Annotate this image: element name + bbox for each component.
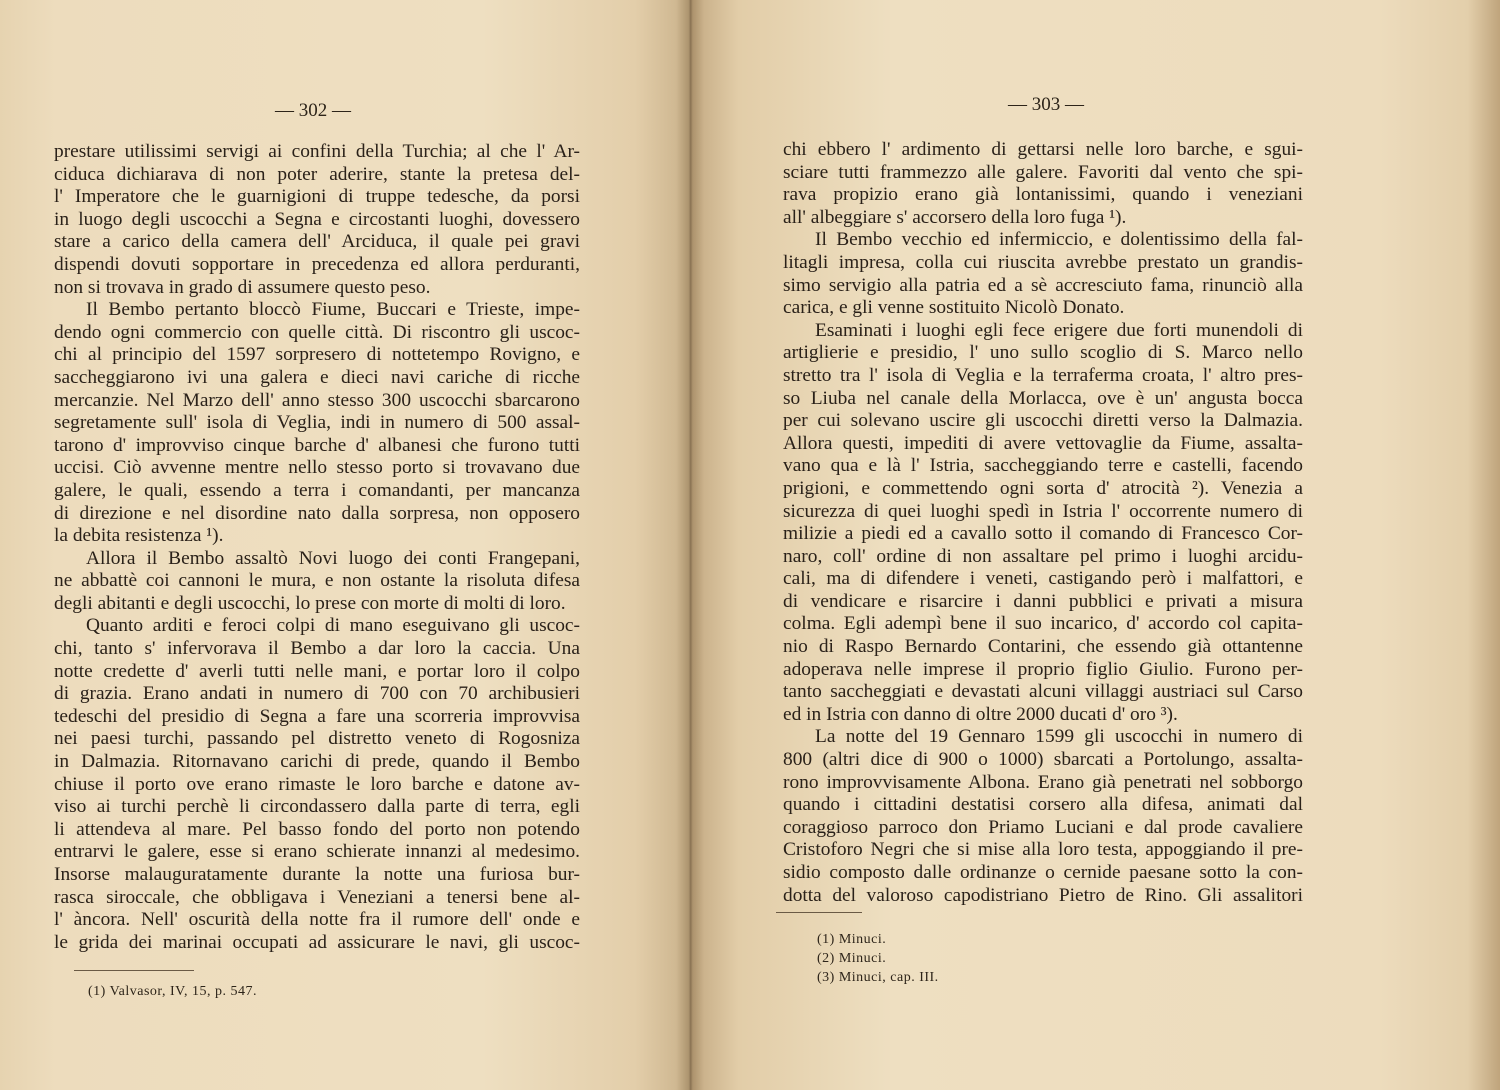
text-line: rasca siroccale, che obbligava i Veneziani a tenersi bene al- [54,886,580,908]
footnote: (2) Minuci. [817,951,887,966]
footnote: (1) Valvasor, IV, 15, p. 547. [88,984,257,999]
text-line: sicurezza di quei luoghi spedì in Istria l' occorrente numero di [783,500,1303,522]
page-number: — 303 — [1008,94,1084,115]
text-line: Esaminati i luoghi egli fece erigere due forti munendoli di [815,319,1303,341]
text-line: prestare utilissimi servigi ai confini della Turchia; al che l' Ar- [54,141,580,162]
page-number: — 302 — [275,100,351,121]
text-line: chiuse il porto ove erano rimaste le loro barche e datone av- [54,773,580,795]
text-line: entrarvi le galere, esse si erano schierate innanzi al medesimo. [54,841,580,863]
text-line: galere, le quali, essendo a terra i comandanti, per mancanza [54,479,580,501]
text-line: vano qua e là l' Istria, saccheggiando terre e castelli, facendo [783,455,1303,477]
text-line: li attendeva al mare. Pel basso fondo del porto non potendo [54,818,580,840]
text-line: litagli impresa, colla cui riuscita avrebbe prestato un grandis- [783,251,1303,273]
page-body-text [54,141,580,954]
text-line: dendo ogni commercio con quelle città. Di riscontro gli uscoc- [54,321,580,343]
text-line: simo servigio alla patria ed a sè accresciuto fama, rinunciò alla [783,274,1303,296]
text-line: stare a carico della camera dell' Arciduca, il quale pei gravi [54,231,580,253]
text-line: segretamente sull' isola di Veglia, indi in numero di 500 assal- [54,412,580,434]
text-line: nei paesi turchi, passando pel distretto veneto di Rogosniza [54,728,580,750]
footnote-divider [776,912,862,913]
text-line: mercanzie. Nel Marzo dell' anno stesso 300 uscocchi sbarcarono [54,389,580,411]
footnotes [88,982,257,1001]
text-line: chi ebbero l' ardimento di gettarsi nelle loro barche, e sgui- [783,139,1303,160]
text-line: in luogo degli uscocchi a Segna e circostanti luoghi, dovessero [54,208,580,230]
text-line: ne abbattè coi cannoni le mura, e non ostante la risoluta difesa [54,570,580,592]
text-line: Il Bembo pertanto bloccò Fiume, Buccari e Trieste, impe- [86,299,580,321]
text-line: Il Bembo vecchio ed infermiccio, e dolentissimo della fal- [815,229,1303,251]
text-line: notte credette d' averli tutti nelle mani, e portar loro il colpo [54,660,580,682]
footnotes [817,930,939,987]
text-line: cali, ma di difendere i veneti, castigando però i malfattori, e [783,568,1303,590]
text-line: sidio composto dalle ordinanze o cernide paesane sotto la con- [783,862,1303,883]
text-line: coraggioso parroco don Priamo Luciani e dal prode cavaliere [783,816,1303,838]
text-line: Cristoforo Negri che si mise alla loro testa, appoggiando il pre- [783,839,1303,861]
text-line: di vendicare e risarcire i danni pubblici e privati a misura [783,590,1303,612]
text-line: uccisi. Ciò avvenne mentre nello stesso porto si trovavano due [54,457,580,479]
text-line: Quanto arditi e feroci colpi di mano eseguivano gli uscoc- [86,615,580,637]
text-line: degli abitanti e degli uscocchi, lo prese con morte di molti di loro. [54,592,566,614]
text-line: chi, tanto s' infervorava il Bembo a dar loro la caccia. Una [54,638,580,660]
text-line: stretto tra l' isola di Veglia e la terraferma croata, l' altro pres- [783,364,1303,386]
text-line: sciare tutti frammezzo alle galere. Favoriti dal vento che spi- [783,161,1303,183]
text-line: tedeschi del presidio di Segna a fare una scorreria improvvisa [54,705,580,727]
text-line: ciduca dichiarava di non poter aderire, stante la pretesa del- [54,163,580,185]
text-line: di direzione e nel disordine nato dalla sorpresa, non opposero [54,502,580,524]
text-line: Allora il Bembo assaltò Novi luogo dei conti Frangepani, [86,547,580,569]
text-line: 800 (altri dice di 900 o 1000) sbarcati a Portolungo, assalta- [783,749,1303,771]
text-line: Insorse malauguratamente durante la notte una furiosa bur- [54,864,580,885]
text-line: quando i cittadini destatisi corsero alla difesa, animati dal [783,794,1303,816]
text-line: all' albeggiare s' accorsero della loro fuga ¹). [783,206,1127,228]
text-line: l' Imperatore che le guarnigioni di truppe tedesche, da porsi [54,186,580,208]
text-line: artiglierie e presidio, l' uno sullo scoglio di S. Marco nello [783,342,1303,364]
text-line: tarono d' improvviso cinque barche d' albanesi che furono tutti [54,434,580,456]
text-line: non si trovava in grado di assumere questo peso. [54,276,431,298]
right-page [690,0,1500,1090]
text-line: in Dalmazia. Ritornavano carichi di prede, quando il Bembo [54,751,580,773]
text-line: naro, coll' ordine di non assaltare pel primo i luoghi arcidu- [783,545,1303,567]
text-line: dotta del valoroso capodistriano Pietro de Rino. Gli assalitori [783,884,1303,906]
footnote: (3) Minuci, cap. III. [817,970,939,985]
text-line: dispendi dovuti sopportare in precedenza ed allora perduranti, [54,253,580,275]
text-line: carica, e gli venne sostituito Nicolò Donato. [783,297,1125,319]
footnote-divider [74,970,194,971]
text-line: rava propizio erano già lontanissimi, quando i veneziani [783,184,1303,206]
text-line: La notte del 19 Gennaro 1599 gli uscocchi in numero di [815,726,1303,748]
footnote: (1) Minuci. [817,932,887,947]
left-page [0,0,690,1090]
page-body-text [783,139,1303,907]
text-line: le grida dei marinai occupati ad assicurare le navi, gli uscoc- [54,931,580,953]
text-line: colma. Egli adempì bene il suo incarico, d' accordo col capita- [783,613,1303,635]
text-line: l' àncora. Nell' oscurità della notte fra il rumore dell' onde e [54,909,580,931]
text-line: la debita resistenza ¹). [54,525,224,547]
text-line: rono improvvisamente Albona. Erano già penetrati nel sobborgo [783,771,1303,793]
text-line: viso ai turchi perchè li circondassero dalla parte di terra, egli [54,796,580,818]
text-line: nio di Raspo Bernardo Contarini, che essendo già ottantenne [783,636,1303,658]
text-line: Allora questi, impediti di avere vettovaglie da Fiume, assalta- [783,432,1303,454]
text-line: milizie a piedi ed a cavallo sotto il comando di Francesco Cor- [783,523,1303,545]
text-line: adoperava nelle imprese il proprio figlio Giulio. Furono per- [783,658,1303,680]
text-line: tanto saccheggiati e devastati alcuni villaggi austriaci sul Carso [783,681,1303,703]
text-line: prigioni, e commettendo ogni sorta d' atrocità ²). Venezia a [783,477,1303,499]
text-line: ed in Istria con danno di oltre 2000 ducati d' oro ³). [783,703,1178,725]
text-line: di grazia. Erano andati in numero di 700 con 70 archibusieri [54,683,580,705]
text-line: per cui solevano uscire gli uscocchi diretti verso la Dalmazia. [783,410,1303,432]
text-line: chi al principio del 1597 sorpresero di nottetempo Rovigno, e [54,344,580,366]
text-line: so Liuba nel canale della Morlacca, ove è un' angusta bocca [783,387,1303,409]
text-line: saccheggiarono ivi una galera e dieci navi cariche di ricche [54,366,580,388]
